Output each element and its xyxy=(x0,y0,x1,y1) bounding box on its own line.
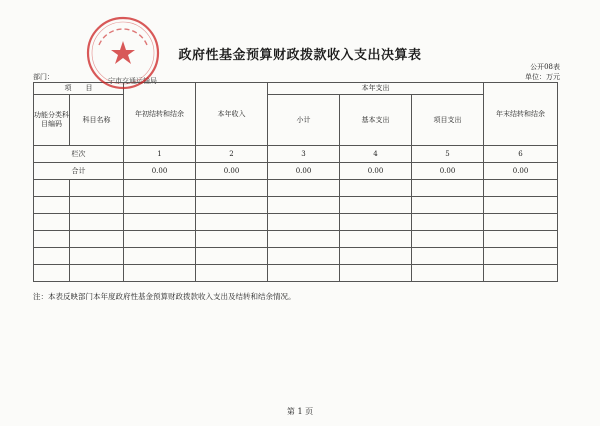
empty-row xyxy=(34,231,558,248)
department-label: 部门： xyxy=(33,73,54,81)
seal-star-icon xyxy=(111,41,135,64)
total-cell: 0.00 xyxy=(124,163,196,180)
header-end-balance: 年末结转和结余 xyxy=(484,83,558,146)
total-cell: 0.00 xyxy=(268,163,340,180)
empty-row xyxy=(34,197,558,214)
page-number: 第 1 页 xyxy=(286,407,314,416)
document-title: 政府性基金预算财政拨款收入支出决算表 xyxy=(178,48,422,63)
index-cell: 5 xyxy=(412,146,484,163)
empty-row xyxy=(34,180,558,197)
header-subtotal: 小计 xyxy=(268,95,340,146)
unit-label: 单位：万元 xyxy=(525,73,560,81)
total-row xyxy=(34,163,558,180)
total-label: 合计 xyxy=(34,163,124,180)
index-cell: 6 xyxy=(484,146,558,163)
header-subject-name: 科目名称 xyxy=(70,95,124,146)
total-cell: 0.00 xyxy=(484,163,558,180)
header-item: 项 目 xyxy=(34,83,124,95)
form-code: 公开08表 xyxy=(530,63,560,71)
official-seal xyxy=(85,15,161,91)
index-cell: 3 xyxy=(268,146,340,163)
header-begin-balance: 年初结转和结余 xyxy=(124,83,196,146)
footnote: 注：本表反映部门本年度政府性基金预算财政拨款收入支出及结转和结余情况。 xyxy=(33,292,296,301)
empty-row xyxy=(34,265,558,282)
department-name: 宁市交通运输局 xyxy=(108,77,157,85)
empty-row xyxy=(34,248,558,265)
header-func-code: 功能分类科目编码 xyxy=(34,95,70,146)
index-row xyxy=(34,146,558,163)
total-cell: 0.00 xyxy=(340,163,412,180)
index-cell: 2 xyxy=(196,146,268,163)
header-project-expenditure: 项目支出 xyxy=(412,95,484,146)
total-cell: 0.00 xyxy=(196,163,268,180)
index-label: 栏次 xyxy=(34,146,124,163)
index-cell: 1 xyxy=(124,146,196,163)
empty-row xyxy=(34,214,558,231)
total-cell: 0.00 xyxy=(412,163,484,180)
budget-table xyxy=(33,82,558,282)
header-income: 本年收入 xyxy=(196,83,268,146)
header-expenditure-group: 本年支出 xyxy=(268,83,484,95)
index-cell: 4 xyxy=(340,146,412,163)
header-basic-expenditure: 基本支出 xyxy=(340,95,412,146)
header-row-2 xyxy=(34,95,558,109)
